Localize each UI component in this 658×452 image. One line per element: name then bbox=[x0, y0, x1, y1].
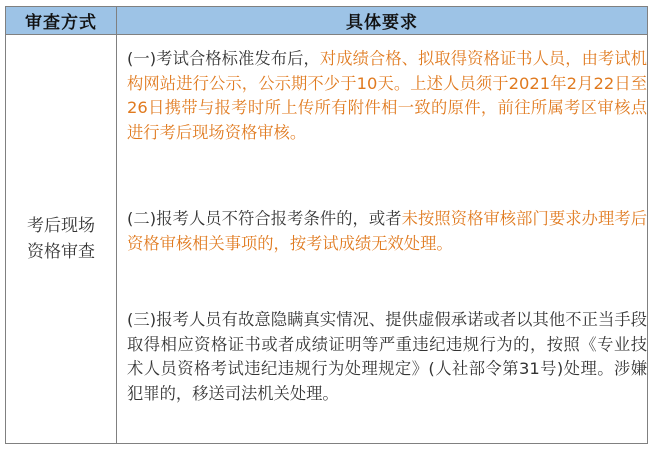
requirement-paragraph-3: (三)报考人员有故意隐瞒真实情况、提供虚假承诺或者以其他不正当手段取得相应资格证书或者成绩证明等严重违纪违规行为的，按照《专业技术人员资格考试违纪违规行为处理规定》(人社部令第31号)处理。涉嫌犯罪的，移送司法机关处理。 bbox=[127, 310, 647, 403]
requirement-2-intro: (二)报考人员不符合报考条件的，或者 bbox=[127, 209, 402, 228]
requirement-1-highlight: 对成绩合格、拟取得资格证书人员，由考试机构网站进行公示，公示期不少于10天。上述人员须于2021年2月22日至26日携带与报考时所上传所有附件相一致的原件，前往所属考区审核点进行考后现场资格审核。 bbox=[127, 49, 647, 142]
requirements-cell bbox=[117, 35, 647, 443]
review-method-text: 考后现场资格审查 bbox=[27, 216, 95, 262]
requirement-paragraph-1 bbox=[127, 47, 647, 145]
requirements-table bbox=[5, 6, 648, 444]
review-method-cell bbox=[6, 35, 117, 443]
header-review-method: 审查方式 bbox=[6, 7, 117, 34]
requirement-1-intro: (一)考试合格标准发布后， bbox=[127, 49, 320, 68]
header-specific-requirements: 具体要求 bbox=[346, 13, 418, 33]
requirement-2-highlight: 未按照资格审核部门要求办理考后资格审核相关事项的，按考试成绩无效处理。 bbox=[127, 209, 647, 253]
requirement-paragraph-2 bbox=[127, 207, 647, 256]
table-header-row bbox=[6, 7, 647, 35]
